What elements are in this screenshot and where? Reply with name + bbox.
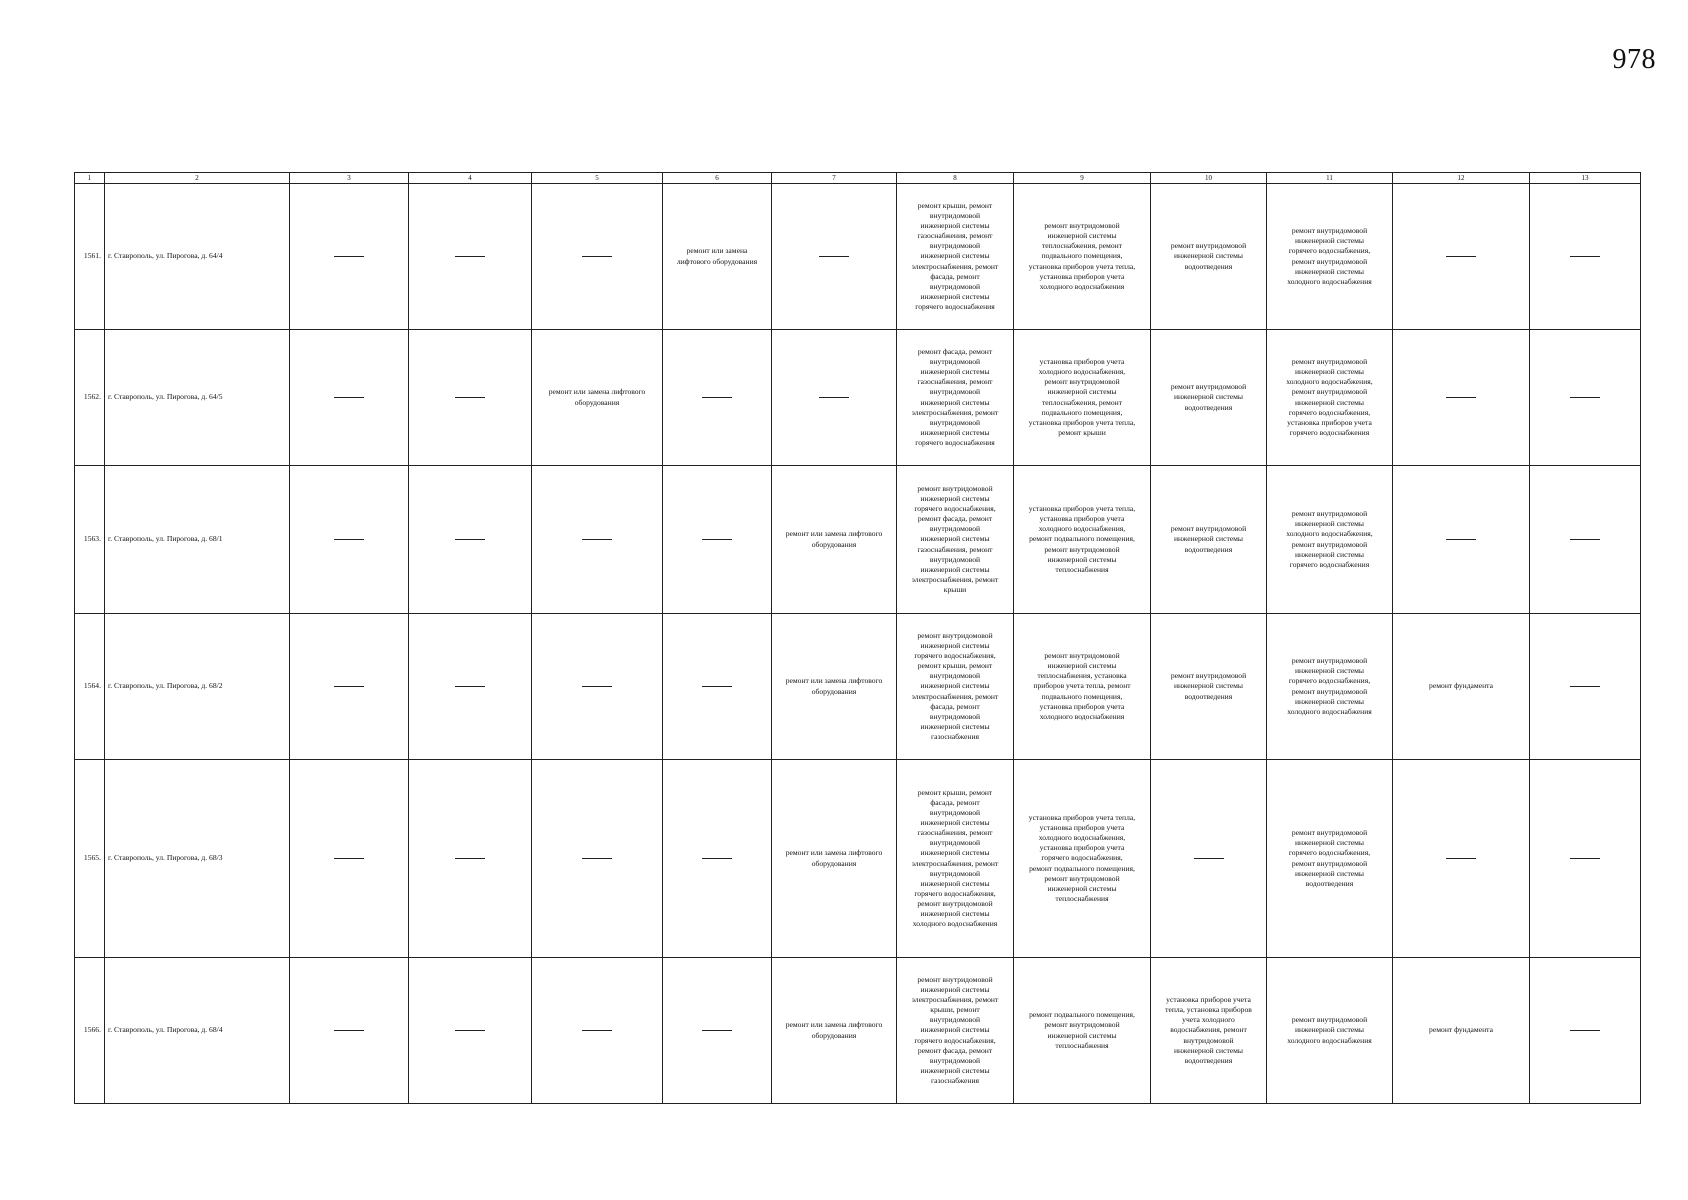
work-cell xyxy=(1151,614,1267,760)
work-cell xyxy=(1151,184,1267,330)
work-cell xyxy=(1151,466,1267,614)
row-number xyxy=(75,958,105,1104)
empty-dash xyxy=(455,539,485,540)
empty-dash xyxy=(819,256,849,257)
work-cell xyxy=(1267,330,1393,466)
cell-text: ремонт внутридомовой инженерной системы электроснабжения, ремонт крыши, ремонт внутридомовой инженерной системы горячего водоснабжения, ремонт фасада, ремонт внутридомовой инженерной системы газоснабжения xyxy=(911,975,999,1085)
work-cell xyxy=(663,958,772,1104)
cell-text: ремонт фасада, ремонт внутридомовой инженерной системы газоснабжения, ремонт внутридомовой инженерной системы электроснабжения, ремонт внутридомовой инженерной системы горячего водоснабжения xyxy=(911,347,999,447)
cell-text: ремонт фундамента xyxy=(1429,681,1493,691)
work-cell xyxy=(1530,958,1641,1104)
empty-dash xyxy=(1446,858,1476,859)
work-cell xyxy=(1014,330,1151,466)
work-cell xyxy=(1530,184,1641,330)
empty-dash xyxy=(455,397,485,398)
cell-text: ремонт или замена лифтового оборудования xyxy=(548,387,646,407)
cell-text: г. Ставрополь, ул. Пирогова, д. 64/5 xyxy=(108,392,223,402)
work-cell xyxy=(1393,184,1530,330)
cell-text: ремонт внутридомовой инженерной системы холодного водоснабжения, ремонт внутридомовой инженерной системы горячего водоснабжения xyxy=(1286,509,1373,569)
work-cell xyxy=(1014,760,1151,958)
table-row xyxy=(75,614,1641,760)
column-number: 2 xyxy=(105,173,290,184)
empty-dash xyxy=(1446,539,1476,540)
work-cell xyxy=(1014,466,1151,614)
cell-text: ремонт внутридомовой инженерной системы водоотведения xyxy=(1170,671,1247,701)
table-body xyxy=(75,173,1641,1104)
work-cell xyxy=(772,184,897,330)
empty-dash xyxy=(582,1030,612,1031)
empty-dash xyxy=(1446,397,1476,398)
cell-text: установка приборов учета холодного водоснабжения, ремонт внутридомовой инженерной системы теплоснабжения, ремонт подвального помещения, установка приборов учета тепла, ремонт крыши xyxy=(1028,357,1136,437)
work-cell xyxy=(290,760,409,958)
column-number: 1 xyxy=(75,173,105,184)
cell-text: установка приборов учета тепла, установка приборов учета холодного водоснабжения, установка приборов учета горячего водоснабжения, ремонт подвального помещения, ремонт внутридомовой инженерной системы теплоснабжения xyxy=(1028,813,1136,903)
work-cell xyxy=(1393,466,1530,614)
empty-dash xyxy=(1570,858,1600,859)
work-cell xyxy=(1393,330,1530,466)
work-cell xyxy=(1267,184,1393,330)
table-row xyxy=(75,330,1641,466)
cell-text: ремонт или замена лифтового оборудования xyxy=(785,529,883,549)
table-row xyxy=(75,184,1641,330)
row-number xyxy=(75,466,105,614)
cell-text: ремонт внутридомовой инженерной системы горячего водоснабжения, ремонт внутридомовой инженерной системы холодного водоснабжения xyxy=(1287,656,1372,716)
empty-dash xyxy=(582,858,612,859)
empty-dash xyxy=(334,397,364,398)
empty-dash xyxy=(1194,858,1224,859)
work-cell xyxy=(409,330,532,466)
work-cell xyxy=(663,614,772,760)
column-number: 13 xyxy=(1530,173,1641,184)
cell-text: ремонт внутридомовой инженерной системы водоотведения xyxy=(1170,241,1247,271)
address-cell xyxy=(105,614,290,760)
empty-dash xyxy=(455,256,485,257)
cell-text: установка приборов учета тепла, установка приборов учета холодного водоснабжения, ремонт внутридомовой инженерной системы водоотведения xyxy=(1165,995,1252,1065)
cell-text: ремонт внутридомовой инженерной системы холодного водоснабжения xyxy=(1287,1015,1372,1045)
column-number: 6 xyxy=(663,173,772,184)
cell-text: ремонт или замена лифтового оборудования xyxy=(785,1020,883,1040)
cell-text: ремонт фундамента xyxy=(1429,1025,1493,1035)
cell-text: 1562. xyxy=(83,392,101,402)
column-number: 8 xyxy=(897,173,1014,184)
address-cell xyxy=(105,330,290,466)
empty-dash xyxy=(819,397,849,398)
cell-text: ремонт внутридомовой инженерной системы горячего водоснабжения, ремонт внутридомовой инженерной системы холодного водоснабжения xyxy=(1287,226,1372,286)
row-number xyxy=(75,760,105,958)
work-cell xyxy=(897,330,1014,466)
empty-dash xyxy=(582,256,612,257)
column-number: 4 xyxy=(409,173,532,184)
work-cell xyxy=(1393,958,1530,1104)
cell-text: 1566. xyxy=(83,1025,101,1035)
empty-dash xyxy=(1570,256,1600,257)
empty-dash xyxy=(334,1030,364,1031)
work-cell xyxy=(663,466,772,614)
row-number xyxy=(75,184,105,330)
cell-text: ремонт внутридомовой инженерной системы холодного водоснабжения, ремонт внутридомовой инженерной системы горячего водоснабжения, установка приборов учета горячего водоснабжения xyxy=(1286,357,1373,437)
empty-dash xyxy=(702,539,732,540)
empty-dash xyxy=(455,858,485,859)
work-cell xyxy=(1014,614,1151,760)
work-cell xyxy=(1393,614,1530,760)
address-cell xyxy=(105,466,290,614)
work-cell xyxy=(772,466,897,614)
column-number: 5 xyxy=(532,173,663,184)
work-cell xyxy=(532,466,663,614)
work-cell xyxy=(532,330,663,466)
cell-text: ремонт крыши, ремонт фасада, ремонт внутридомовой инженерной системы газоснабжения, ремонт внутридомовой инженерной системы электроснабжения, ремонт внутридомовой инженерной системы горячего водоснабжения, ремонт внутридомовой инженерной системы холодного водоснабжения xyxy=(911,788,999,928)
cell-text: ремонт внутридомовой инженерной системы теплоснабжения, установка приборов учета тепла, ремонт подвального помещения, установка приборов учета холодного водоснабжения xyxy=(1033,651,1131,721)
work-cell xyxy=(290,184,409,330)
work-cell xyxy=(1151,958,1267,1104)
column-number: 3 xyxy=(290,173,409,184)
cell-text: ремонт внутридомовой инженерной системы горячего водоснабжения, ремонт фасада, ремонт внутридомовой инженерной системы газоснабжения, ремонт внутридомовой инженерной системы электроснабжения, ремонт крыши xyxy=(911,484,999,594)
table-row xyxy=(75,760,1641,958)
table-row xyxy=(75,958,1641,1104)
cell-text: установка приборов учета тепла, установка приборов учета холодного водоснабжения, ремонт подвального помещения, ремонт внутридомовой инженерной системы теплоснабжения xyxy=(1028,504,1136,574)
work-cell xyxy=(409,184,532,330)
cell-text: ремонт внутридомовой инженерной системы горячего водоснабжения, ремонт внутридомовой инженерной системы водоотведения xyxy=(1288,828,1371,888)
cell-text: 1563. xyxy=(83,534,101,544)
work-cell xyxy=(409,614,532,760)
column-number: 11 xyxy=(1267,173,1393,184)
work-cell xyxy=(663,184,772,330)
cell-text: ремонт внутридомовой инженерной системы теплоснабжения, ремонт подвального помещения, установка приборов учета тепла, установка приборов учета холодного водоснабжения xyxy=(1028,221,1136,291)
empty-dash xyxy=(702,1030,732,1031)
cell-text: 1565. xyxy=(83,853,101,863)
work-cell xyxy=(663,760,772,958)
empty-dash xyxy=(334,256,364,257)
work-cell xyxy=(532,184,663,330)
column-number: 9 xyxy=(1014,173,1151,184)
work-cell xyxy=(1530,330,1641,466)
work-cell xyxy=(772,958,897,1104)
cell-text: ремонт или замена лифтового оборудования xyxy=(785,676,883,696)
address-cell xyxy=(105,958,290,1104)
work-cell xyxy=(1014,184,1151,330)
cell-text: ремонт или замена лифтового оборудования xyxy=(676,246,758,266)
empty-dash xyxy=(455,686,485,687)
column-number: 10 xyxy=(1151,173,1267,184)
work-cell xyxy=(290,330,409,466)
address-cell xyxy=(105,760,290,958)
row-number xyxy=(75,330,105,466)
column-number-row xyxy=(75,173,1641,184)
work-cell xyxy=(1267,958,1393,1104)
empty-dash xyxy=(1570,1030,1600,1031)
page-number: 978 xyxy=(1612,44,1656,75)
work-cell xyxy=(1151,330,1267,466)
work-cell xyxy=(409,760,532,958)
work-cell xyxy=(290,958,409,1104)
empty-dash xyxy=(582,539,612,540)
cell-text: г. Ставрополь, ул. Пирогова, д. 68/4 xyxy=(108,1025,223,1035)
cell-text: ремонт подвального помещения, ремонт внутридомовой инженерной системы теплоснабжения xyxy=(1029,1010,1135,1050)
empty-dash xyxy=(582,686,612,687)
empty-dash xyxy=(334,686,364,687)
work-cell xyxy=(772,760,897,958)
cell-text: 1564. xyxy=(83,681,101,691)
cell-text: ремонт крыши, ремонт внутридомовой инженерной системы газоснабжения, ремонт внутридомовой инженерной системы электроснабжения, ремонт фасада, ремонт внутридомовой инженерной системы горячего водоснабжения xyxy=(911,201,999,311)
column-number: 12 xyxy=(1393,173,1530,184)
work-cell xyxy=(897,466,1014,614)
work-cell xyxy=(1530,614,1641,760)
work-cell xyxy=(897,760,1014,958)
empty-dash xyxy=(1570,686,1600,687)
work-cell xyxy=(290,614,409,760)
work-cell xyxy=(532,760,663,958)
repair-plan-table xyxy=(74,172,1641,1104)
empty-dash xyxy=(334,858,364,859)
empty-dash xyxy=(702,397,732,398)
work-cell xyxy=(772,330,897,466)
row-number xyxy=(75,614,105,760)
work-cell xyxy=(1530,466,1641,614)
work-cell xyxy=(897,958,1014,1104)
table-row xyxy=(75,466,1641,614)
cell-text: 1561. xyxy=(83,251,101,261)
empty-dash xyxy=(702,858,732,859)
work-cell xyxy=(1267,760,1393,958)
work-cell xyxy=(663,330,772,466)
empty-dash xyxy=(455,1030,485,1031)
empty-dash xyxy=(702,686,732,687)
work-cell xyxy=(897,184,1014,330)
cell-text: ремонт внутридомовой инженерной системы горячего водоснабжения, ремонт крыши, ремонт внутридомовой инженерной системы электроснабжения, ремонт фасада, ремонт внутридомовой инженерной системы газоснабжения xyxy=(911,631,999,741)
work-cell xyxy=(1267,466,1393,614)
work-cell xyxy=(1267,614,1393,760)
cell-text: г. Ставрополь, ул. Пирогова, д. 64/4 xyxy=(108,251,223,261)
work-cell xyxy=(1393,760,1530,958)
column-number: 7 xyxy=(772,173,897,184)
cell-text: г. Ставрополь, ул. Пирогова, д. 68/3 xyxy=(108,853,223,863)
work-cell xyxy=(1151,760,1267,958)
cell-text: г. Ставрополь, ул. Пирогова, д. 68/1 xyxy=(108,534,223,544)
cell-text: г. Ставрополь, ул. Пирогова, д. 68/2 xyxy=(108,681,223,691)
cell-text: ремонт внутридомовой инженерной системы водоотведения xyxy=(1170,382,1247,412)
work-cell xyxy=(409,958,532,1104)
work-cell xyxy=(290,466,409,614)
empty-dash xyxy=(1570,539,1600,540)
empty-dash xyxy=(1570,397,1600,398)
work-cell xyxy=(1530,760,1641,958)
address-cell xyxy=(105,184,290,330)
cell-text: ремонт или замена лифтового оборудования xyxy=(785,848,883,868)
work-cell xyxy=(532,958,663,1104)
cell-text: ремонт внутридомовой инженерной системы водоотведения xyxy=(1170,524,1247,554)
work-cell xyxy=(1014,958,1151,1104)
empty-dash xyxy=(1446,256,1476,257)
work-cell xyxy=(409,466,532,614)
work-cell xyxy=(772,614,897,760)
work-cell xyxy=(897,614,1014,760)
empty-dash xyxy=(334,539,364,540)
work-cell xyxy=(532,614,663,760)
